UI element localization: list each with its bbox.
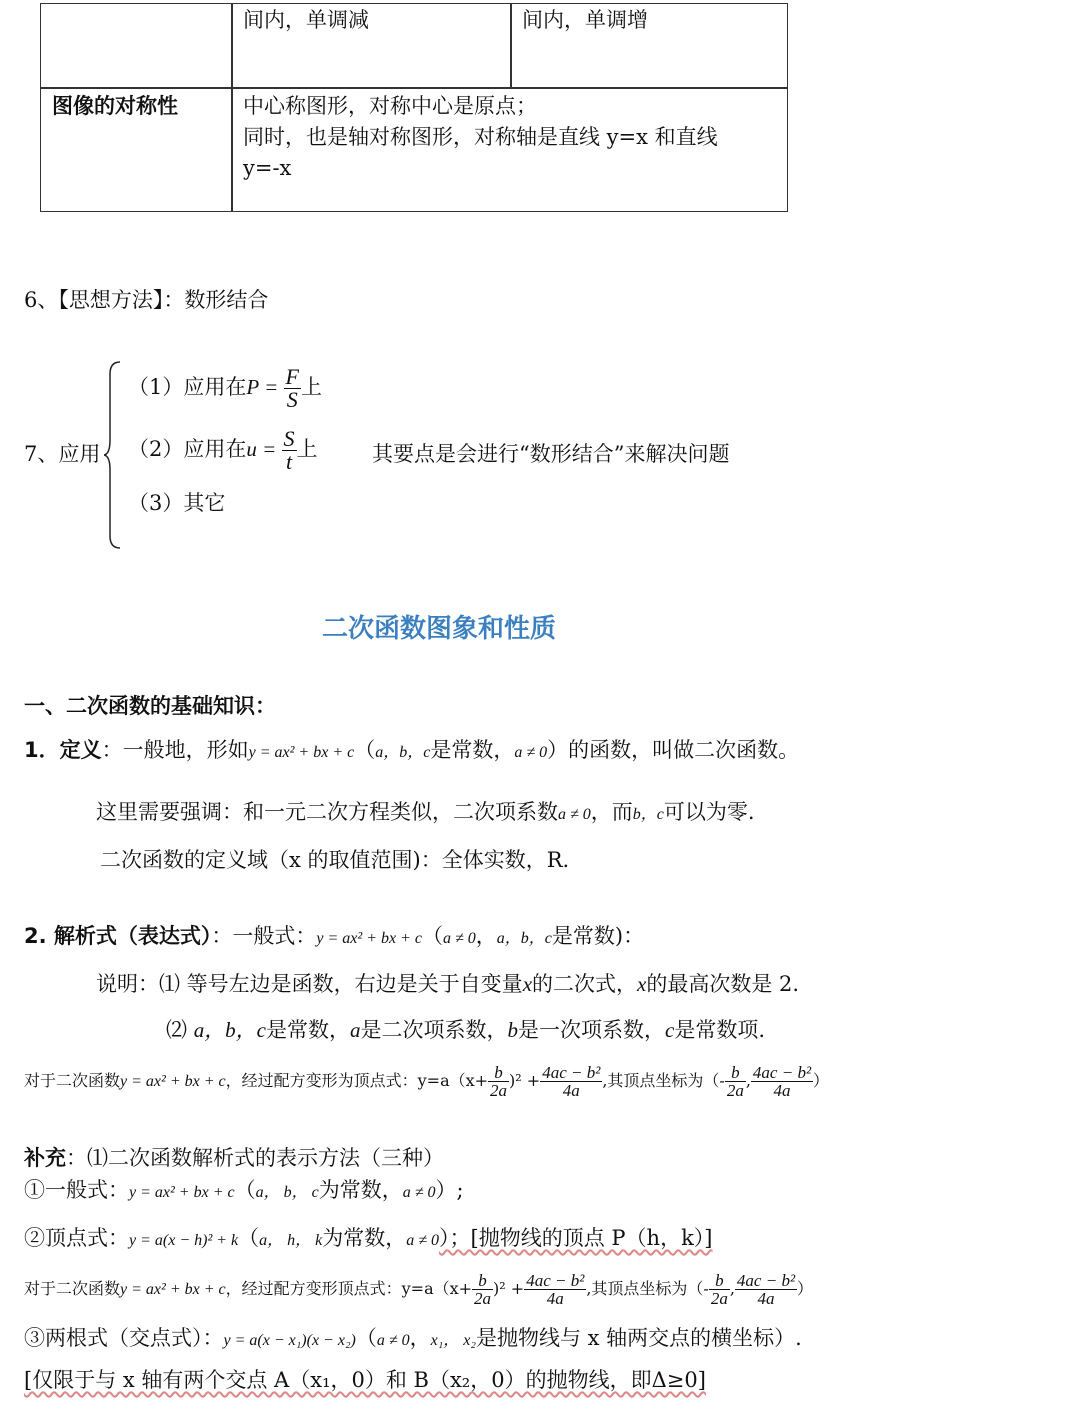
- vertex-1-text: 对于二次函数: [24, 1071, 121, 1090]
- expression-line: [24, 920, 644, 950]
- application-item-1-suffix: 上: [300, 375, 322, 399]
- expression-explain-2: [166, 1014, 765, 1044]
- table-cell-symmetry-line2: 同时，也是轴对称图形，对称轴是直线 y=x 和直线: [243, 125, 718, 149]
- vertex-2-coord-x: [709, 1272, 730, 1307]
- general-form-line: [24, 1174, 464, 1204]
- vertex-2-fraction-b: [472, 1272, 493, 1307]
- vertex-1-coords-close: ）: [813, 1071, 830, 1090]
- vertex-2-coords-text: ,其顶点坐标为（-: [586, 1279, 709, 1298]
- expression-condition: a ≠ 0: [443, 930, 476, 947]
- vertex-1-middle: ，经过配方变形为顶点式：: [225, 1071, 418, 1090]
- vertex-form-formula: y = a(x − h)² + k: [129, 1232, 239, 1249]
- roots-form-ending: 是抛物线与 x 轴两交点的横坐标）.: [475, 1326, 802, 1350]
- roots-form-formula: y = a(x − x₁)(x − x₂): [223, 1332, 356, 1349]
- table-cell-symmetry-line3: y=-x: [243, 156, 292, 180]
- application-item-1: [128, 366, 322, 411]
- general-form-paren: （: [234, 1178, 256, 1202]
- vertex-1-coord-y-den: 4a: [773, 1081, 791, 1100]
- vertex-2-fraction-c-num: 4ac − b²: [526, 1271, 585, 1290]
- application-item-2-label: （2）应用在: [128, 437, 247, 461]
- definition-note-2: 二次函数的定义域（x 的取值范围)：全体实数，R.: [100, 848, 570, 872]
- application-item-2-suffix: 上: [296, 437, 318, 461]
- vertex-1-coord-y-num: 4ac − b²: [752, 1063, 812, 1082]
- definition-formula: y = ax² + bx + c: [248, 744, 355, 761]
- explain-2-text-1: 是常数，: [266, 1018, 351, 1042]
- vertex-2-coord-x-den: 2a: [710, 1289, 728, 1308]
- vertex-1-fraction-c-den: 4a: [562, 1081, 580, 1100]
- speed-fraction: [282, 428, 297, 473]
- vertex-form-coefficients: a， h， k: [259, 1232, 323, 1249]
- vertex-1-coords-text: ,其顶点坐标为（-: [602, 1071, 725, 1090]
- vertex-2-middle: ，经过配方变形顶点式：: [225, 1279, 402, 1298]
- vertex-2-coord-sep: ,: [729, 1279, 735, 1298]
- definition-note-1-condition: a ≠ 0: [558, 806, 591, 823]
- explain-2-coefficients: a，b，c: [193, 1018, 267, 1042]
- definition-note-1-ending: 可以为零.: [663, 800, 755, 824]
- part-1-heading: 一、二次函数的基础知识：: [24, 694, 276, 718]
- definition-note-1-text: 这里需要强调：和一元二次方程类似，二次项系数: [96, 800, 558, 824]
- equals-sign: =: [256, 437, 282, 461]
- section-7-prefix: 7、应用: [24, 442, 101, 466]
- vertex-2-coord-x-num: b: [709, 1272, 730, 1290]
- table-col-divider-2: [510, 3, 512, 88]
- vertex-2-coords-close: ）: [797, 1279, 814, 1298]
- vertex-form-ending: ）；[抛物线的顶点 P（h，k）]: [439, 1226, 713, 1250]
- general-form-label: ①一般式：: [24, 1178, 129, 1202]
- definition-coefficients: a，b，c: [375, 744, 431, 761]
- vertex-form-const-text: 为常数，: [322, 1226, 407, 1250]
- explain-2-index: ⑵: [166, 1018, 187, 1042]
- roots-form-condition: a ≠ 0: [376, 1332, 410, 1349]
- explain-1-variable: x: [522, 972, 533, 996]
- vertex-2-fraction-c-den: 4a: [546, 1289, 564, 1308]
- application-item-2: [128, 428, 318, 473]
- definition-note-1: [96, 796, 755, 826]
- vertex-1-coord-x-den: 2a: [726, 1081, 744, 1100]
- vertex-form-line-1: [24, 1064, 829, 1099]
- expression-general-text: ：一般式：: [211, 924, 317, 948]
- definition-ending: ）的函数，叫做二次函数。: [547, 738, 800, 762]
- speed-fraction-numerator: S: [283, 426, 295, 451]
- supplement-text: ：⑴二次函数解析式的表示方法（三种）: [66, 1146, 444, 1170]
- roots-form-x-values: x₁， x₂: [430, 1332, 476, 1349]
- pressure-fraction-denominator: S: [286, 387, 298, 412]
- vertex-1-fraction-b-num: b: [488, 1064, 509, 1082]
- roots-form-label: ③两根式（交点式）：: [24, 1326, 224, 1350]
- roots-form-comma: ，: [409, 1326, 431, 1350]
- vertex-form-label: ②顶点式：: [24, 1226, 129, 1250]
- expression-explain-1: [96, 968, 799, 998]
- application-item-1-label: （1）应用在: [128, 375, 247, 399]
- explain-2-ending: 是常数项.: [674, 1018, 766, 1042]
- vertex-2-fraction-b-num: b: [472, 1272, 493, 1290]
- definition-constants-text: 是常数，: [430, 738, 515, 762]
- explain-1-variable-2: x: [637, 972, 647, 996]
- explain-1-text: 说明：⑴ 等号左边是函数，右边是关于自变量: [96, 972, 523, 996]
- pressure-fraction-numerator: F: [285, 364, 299, 389]
- general-form-coefficients: a， b， c: [255, 1184, 319, 1201]
- vertex-1-expr-start: y=a（x+: [417, 1071, 489, 1090]
- speed-fraction-denominator: t: [285, 449, 293, 474]
- definition-paren-open: （: [354, 738, 376, 762]
- explain-2-c: c: [665, 1018, 675, 1042]
- vertex-2-text: 对于二次函数: [24, 1279, 121, 1298]
- explain-1-middle: 的二次式，: [532, 972, 638, 996]
- vertex-2-expr-start: y=a（x+: [401, 1279, 473, 1298]
- explain-2-text-2: 是二次项系数，: [360, 1018, 508, 1042]
- vertex-2-formula: y = ax² + bx + c: [120, 1281, 226, 1298]
- roots-form-line: [24, 1322, 802, 1352]
- vertex-2-expr-middle: )² +: [493, 1279, 525, 1298]
- vertex-form-line-2: [24, 1272, 813, 1307]
- vertex-2-coord-y-den: 4a: [757, 1289, 775, 1308]
- application-note: 其要点是会进行“数形结合”来解决问题: [372, 442, 730, 466]
- vertex-1-fraction-b: [488, 1064, 509, 1099]
- vertex-1-fraction-c-num: 4ac − b²: [542, 1063, 601, 1082]
- pressure-fraction: [284, 366, 301, 411]
- definition-text: ：一般地，形如: [101, 738, 249, 762]
- equals-sign: =: [258, 375, 284, 399]
- table-cell-increasing: 间内，单调增: [522, 8, 648, 32]
- explain-2-a: a: [350, 1018, 361, 1042]
- table-cell-decreasing: 间内，单调减: [243, 8, 369, 32]
- vertex-form-condition: a ≠ 0: [406, 1232, 440, 1249]
- supplement-line: [24, 1142, 444, 1172]
- expression-coefficients: a，b，c: [496, 930, 552, 947]
- pressure-variable: P: [246, 375, 259, 399]
- expression-formula: y = ax² + bx + c: [316, 930, 422, 947]
- vertex-1-expr-middle: )² +: [509, 1071, 541, 1090]
- vertex-2-fraction-b-den: 2a: [474, 1289, 492, 1308]
- general-form-condition: a ≠ 0: [402, 1184, 436, 1201]
- vertex-1-coord-sep: ,: [745, 1071, 751, 1090]
- expression-comma: ，: [475, 924, 497, 948]
- brace-icon: [104, 360, 124, 550]
- table-cell-symmetry-label: 图像的对称性: [52, 94, 178, 118]
- vertex-1-coord-x-num: b: [725, 1064, 746, 1082]
- vertex-1-fraction-c: [540, 1064, 602, 1099]
- vertex-1-fraction-b-den: 2a: [490, 1081, 508, 1100]
- speed-variable: u: [246, 437, 257, 461]
- explain-2-b: b: [507, 1018, 519, 1042]
- explain-1-ending: 的最高次数是 2.: [646, 972, 800, 996]
- definition-label: 1．定义: [24, 738, 102, 762]
- expression-label: 2. 解析式（表达式）: [24, 924, 212, 948]
- page-title: 二次函数图象和性质: [322, 614, 557, 644]
- definition-condition: a ≠ 0: [514, 744, 548, 761]
- roots-form-paren: （: [355, 1326, 377, 1350]
- table-col-divider-1: [231, 3, 233, 212]
- vertex-2-fraction-c: [524, 1272, 586, 1307]
- section-6-heading: 6、【思想方法】：数形结合: [24, 288, 269, 312]
- definition-note-1-bc: b，c: [632, 806, 664, 823]
- vertex-2-coord-y: [735, 1272, 797, 1307]
- table-row-divider: [40, 87, 788, 89]
- application-item-3: （3）其它: [128, 491, 226, 515]
- vertex-1-formula: y = ax² + bx + c: [120, 1073, 226, 1090]
- vertex-form-definition-line: [24, 1222, 713, 1252]
- vertex-1-coord-y: [751, 1064, 813, 1099]
- general-form-const-text: 为常数，: [318, 1178, 403, 1202]
- general-form-ending: ）;: [435, 1178, 464, 1202]
- vertex-form-paren: （: [238, 1226, 260, 1250]
- expression-paren-open: （: [422, 924, 443, 948]
- vertex-2-coord-y-num: 4ac − b²: [736, 1271, 796, 1290]
- vertex-1-coord-x: [725, 1064, 746, 1099]
- roots-form-limit: [仅限于与 x 轴有两个交点 A（x₁，0）和 B（x₂，0）的抛物线，即Δ≥0]: [24, 1368, 706, 1392]
- definition-note-1-and: ，而: [590, 800, 633, 824]
- expression-ending: 是常数)：: [551, 924, 645, 948]
- explain-2-text-3: 是一次项系数，: [518, 1018, 666, 1042]
- general-form-formula: y = ax² + bx + c: [129, 1184, 235, 1201]
- table-cell-symmetry-line1: 中心称图形，对称中心是原点；: [243, 94, 537, 118]
- supplement-label: 补充: [24, 1146, 66, 1170]
- definition-line: [24, 734, 799, 764]
